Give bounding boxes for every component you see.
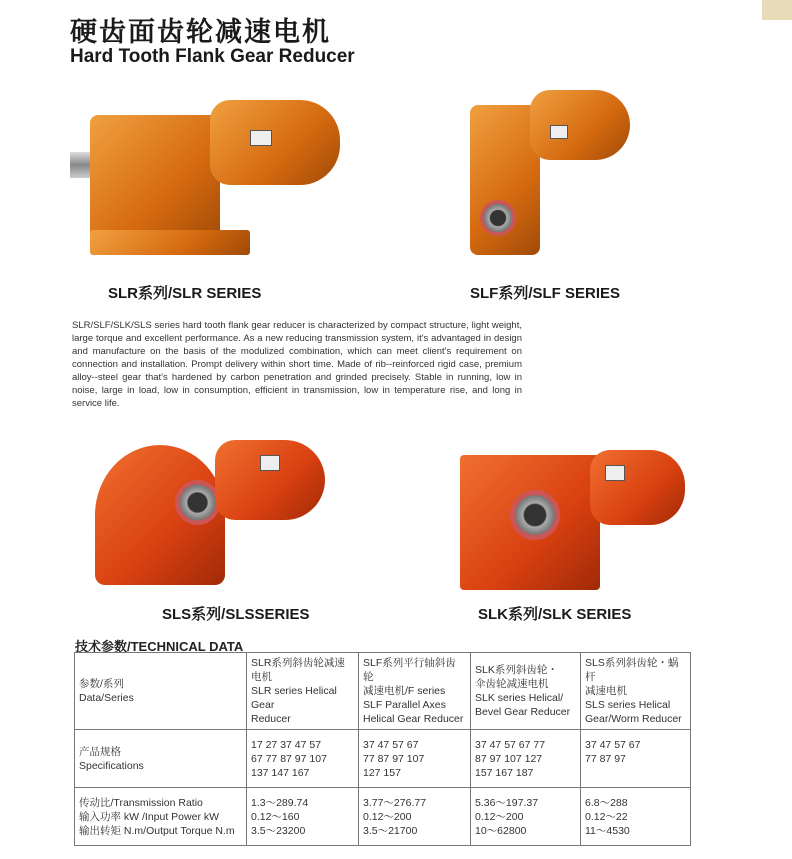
corner-tab — [762, 0, 792, 20]
cell: 77 87 97 — [585, 753, 626, 765]
slf-reducer-image — [470, 90, 650, 270]
technical-data-table — [74, 652, 691, 846]
cell: 1.3～289.74 — [251, 796, 309, 809]
spec-label-en: Specifications — [79, 759, 144, 772]
caption-slk: SLK系列/SLK SERIES — [478, 606, 632, 623]
cell: 17 27 37 47 57 — [251, 738, 322, 751]
cell: 87 97 107 127 — [475, 752, 543, 765]
cell: 0.12～200 — [475, 810, 524, 823]
caption-slr: SLR系列/SLR SERIES — [108, 285, 262, 302]
table-row-specifications — [75, 730, 691, 788]
cell: 3.5～23200 — [251, 824, 306, 837]
cell: SLS系列斜齿轮・蜗杆 — [585, 657, 679, 683]
table-header-row — [75, 653, 691, 730]
table-row-performance — [75, 788, 691, 846]
cell: Helical Gear Reducer — [363, 713, 464, 725]
cell: SLS series Helical — [585, 699, 671, 711]
cell: SLF Parallel Axes — [363, 699, 446, 711]
cell: SLR series Helical Gear — [251, 685, 337, 711]
cell: 3.77～276.77 — [363, 796, 427, 809]
cell: 伞齿轮减速电机 — [475, 678, 549, 690]
ratio-label: 传动比/Transmission Ratio — [79, 796, 203, 809]
cell: Reducer — [251, 713, 291, 725]
cell: 0.12～22 — [585, 810, 628, 823]
caption-slf: SLF系列/SLF SERIES — [470, 285, 621, 302]
cell: 137 147 167 — [251, 766, 310, 779]
cell: 127 157 — [363, 766, 401, 779]
title-chinese: 硬齿面齿轮减速电机 — [70, 17, 331, 47]
cell: 11～4530 — [585, 824, 630, 837]
cell: SLF系列平行轴斜齿轮 — [363, 657, 456, 683]
description: SLR/SLF/SLK/SLS series hard tooth flank gear reducer is characterized by compact structure, light weight, large torque and excellent performance. As a new reducing transmission system, it's advantaged in design and manufacture on the basis of the modulized combination, which can meet client's requirement on connection and installation. Prompt delivery within short time. Made of rib--reinforced rigid case, premium alloy--steel gear that's hardened by carbon penetration and grinded precisely. Stable in running, low in noise, large in load, low in consumption, efficient in transmission, low in temperature rise, and long in service life. — [72, 320, 522, 409]
cell: Gear/Worm Reducer — [585, 713, 682, 725]
header-label-en: Data/Series — [79, 692, 134, 704]
cell: 10～62800 — [475, 824, 527, 837]
cell: 5.36～197.37 — [475, 796, 539, 809]
cell: 6.8～288 — [585, 796, 628, 809]
torque-label: 输出转矩 N.m/Output Torque N.m — [79, 824, 235, 837]
cell: 减速电机/F series — [363, 685, 446, 697]
cell: 减速电机 — [585, 685, 627, 697]
cell: 3.5～21700 — [363, 824, 418, 837]
cell: 0.12～200 — [363, 810, 412, 823]
sls-reducer-image — [95, 430, 335, 590]
cell: SLR系列斜齿轮减速电机 — [251, 657, 345, 683]
cell: 67 77 87 97 107 — [251, 752, 327, 765]
cell: 0.12～160 — [251, 810, 300, 823]
header-label-cn: 参数/系列 — [79, 678, 124, 690]
power-label: 输入功率 kW /Input Power kW — [79, 810, 220, 823]
cell: 37 47 57 67 — [585, 739, 641, 751]
slr-reducer-image — [70, 90, 350, 270]
cell: 37 47 57 67 77 — [475, 738, 546, 751]
cell: Bevel Gear Reducer — [475, 706, 571, 718]
caption-sls: SLS系列/SLSSERIES — [162, 606, 310, 623]
spec-label-cn: 产品规格 — [79, 745, 121, 758]
cell: 77 87 97 107 — [363, 752, 425, 765]
technical-data-title: 技术参数/TECHNICAL DATA — [75, 639, 244, 654]
cell: 157 167 187 — [475, 766, 534, 779]
cell: SLK series Helical/ — [475, 692, 564, 704]
cell: 37 47 57 67 — [363, 738, 419, 751]
title-english: Hard Tooth Flank Gear Reducer — [70, 46, 355, 67]
slk-reducer-image — [460, 440, 690, 590]
cell: SLK系列斜齿轮・ — [475, 664, 558, 676]
